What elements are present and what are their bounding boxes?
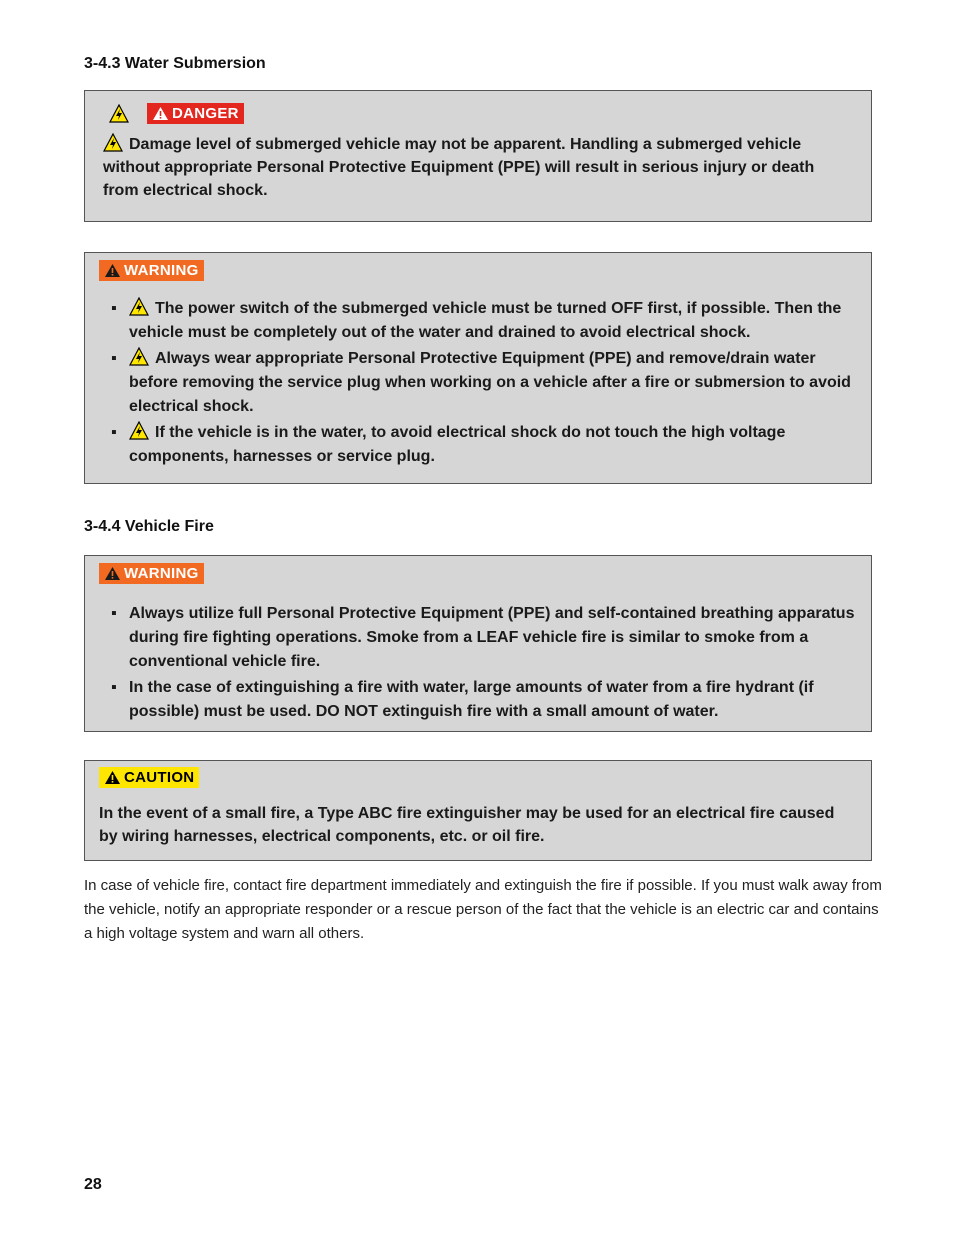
- caution-label: [99, 767, 199, 788]
- vehicle-fire-paragraph: In case of vehicle fire, contact fire department immediately and extinguish the fire if possible. If you must walk away from the vehicle, notify an appropriate responder or a rescue person of the fact that the vehicle is an electric car and contains a high voltage system and warn all others.: [84, 877, 882, 942]
- warning-box-submersion: [84, 252, 872, 484]
- warning-item-text: Always utilize full Personal Protective Equipment (PPE) and self-contained breathing apparatus during fire fighting operations. Smoke from a LEAF vehicle fire is similar to smoke from a conventional vehicle fire.: [129, 605, 855, 670]
- warning-label: [99, 260, 204, 281]
- caution-box: [84, 760, 872, 861]
- danger-label-text: DANGER: [172, 105, 239, 122]
- danger-label: [147, 103, 244, 124]
- warning-item-text: If the vehicle is in the water, to avoid electrical shock do not touch the high voltage components, harnesses or service plug.: [129, 424, 786, 465]
- warning-label-text: WARNING: [124, 262, 199, 279]
- list-item: [99, 297, 857, 345]
- danger-text: Damage level of submerged vehicle may not be apparent. Handling a submerged vehicle without appropriate Personal Protective Equipment (PPE) will result in serious injury or death from electrical shock.: [103, 136, 815, 199]
- high-voltage-icon: [103, 133, 123, 152]
- warning-label-text: WARNING: [124, 565, 199, 582]
- alert-triangle-icon: [104, 770, 121, 785]
- bullet: ▪: [111, 605, 117, 622]
- section-heading-vehicle-fire: 3-4.4 Vehicle Fire: [84, 518, 214, 535]
- warning-item-text: In the case of extinguishing a fire with water, large amounts of water from a fire hydrant (if possible) must be used. DO NOT extinguish fire with a small amount of water.: [129, 679, 814, 720]
- list-item: [99, 602, 861, 674]
- danger-box: [84, 90, 872, 222]
- list-item: [99, 421, 857, 469]
- list-item: [99, 347, 857, 419]
- bullet: ▪: [111, 350, 117, 367]
- high-voltage-icon: [129, 347, 149, 366]
- high-voltage-icon: [129, 421, 149, 440]
- bullet: ▪: [111, 424, 117, 441]
- list-item: [99, 676, 861, 724]
- bullet: ▪: [111, 679, 117, 696]
- alert-triangle-icon: [104, 263, 121, 278]
- warning-list-submersion: [99, 297, 857, 469]
- alert-triangle-icon: [104, 566, 121, 581]
- alert-triangle-icon: [152, 106, 169, 121]
- warning-list-fire: [99, 602, 861, 724]
- bullet: ▪: [111, 300, 117, 317]
- warning-item-text: The power switch of the submerged vehicle must be turned OFF first, if possible. Then the vehicle must be completely out of the water and drained to avoid electrical shock.: [129, 300, 842, 341]
- high-voltage-icon: [109, 104, 129, 123]
- high-voltage-icon: [129, 297, 149, 316]
- caution-text: In the event of a small fire, a Type ABC fire extinguisher may be used for an electrical fire caused by wiring harnesses, electrical components, etc. or oil fire.: [99, 805, 835, 845]
- section-heading-water-submersion: 3-4.3 Water Submersion: [84, 55, 266, 72]
- caution-label-text: CAUTION: [124, 769, 195, 786]
- warning-item-text: Always wear appropriate Personal Protective Equipment (PPE) and remove/drain water before removing the service plug when working on a vehicle after a fire or submersion to avoid electrical shock.: [129, 350, 851, 415]
- warning-label: [99, 563, 204, 584]
- page-number: 28: [84, 1176, 102, 1193]
- warning-box-fire: [84, 555, 872, 732]
